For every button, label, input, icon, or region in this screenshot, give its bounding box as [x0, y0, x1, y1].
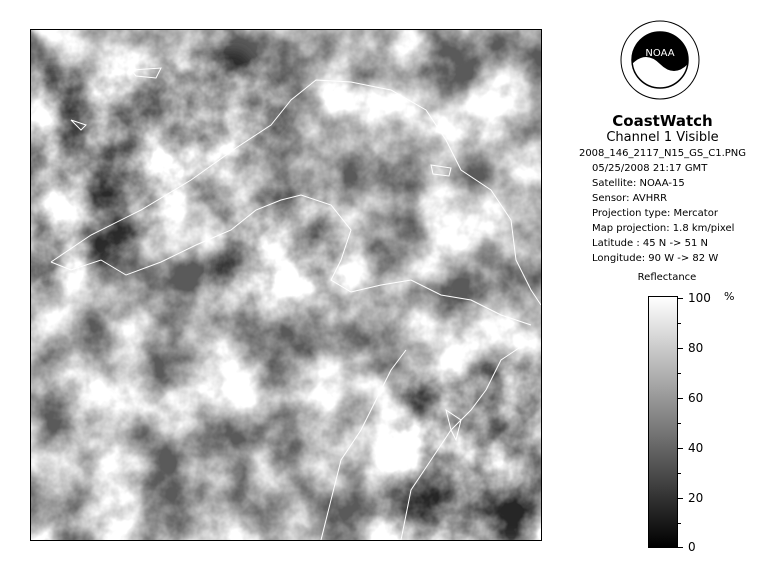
colorbar-tick: [678, 398, 683, 399]
latitude: Latitude : 45 N -> 51 N: [592, 238, 708, 249]
filename: 2008_146_2117_N15_GS_C1.PNG: [578, 148, 747, 159]
colorbar-tick: [678, 348, 683, 349]
colorbar-tick-label: 40: [688, 441, 704, 455]
satellite: Satellite: NOAA-15: [592, 178, 685, 189]
colorbar-tick: [678, 323, 681, 324]
colorbar-tick: [678, 498, 683, 499]
noaa-logo-text: NOAA: [645, 48, 675, 59]
colorbar-tick-label: 0: [688, 540, 696, 554]
projection: Projection type: Mercator: [592, 208, 718, 219]
noaa-logo: [620, 20, 700, 100]
satellite-image-canvas: [31, 30, 541, 540]
colorbar-tick: [678, 373, 681, 374]
longitude: Longitude: 90 W -> 82 W: [592, 253, 719, 264]
channel-title: Channel 1 Visible: [606, 130, 719, 145]
colorbar-tick-label: 80: [688, 341, 704, 355]
colorbar-title: Reflectance: [637, 272, 697, 283]
satellite-image: [30, 29, 542, 541]
brand-title: CoastWatch: [612, 112, 713, 130]
colorbar-tick-label: 100: [688, 291, 711, 305]
colorbar-tick-label: 20: [688, 491, 704, 505]
colorbar-tick: [678, 547, 683, 548]
colorbar-tick: [678, 523, 681, 524]
datetime: 05/25/2008 21:17 GMT: [592, 163, 708, 174]
metadata-list: [560, 161, 765, 266]
colorbar-tick: [678, 473, 681, 474]
resolution: Map projection: 1.8 km/pixel: [592, 223, 735, 234]
colorbar-tick: [678, 298, 683, 299]
colorbar-tick: [678, 448, 683, 449]
colorbar: [648, 296, 678, 548]
sensor: Sensor: AVHRR: [592, 193, 668, 204]
colorbar-tick-label: 60: [688, 391, 704, 405]
noaa-logo-icon: [620, 20, 700, 100]
colorbar-unit: %: [724, 290, 735, 303]
colorbar-tick: [678, 423, 681, 424]
info-panel: [560, 112, 765, 266]
